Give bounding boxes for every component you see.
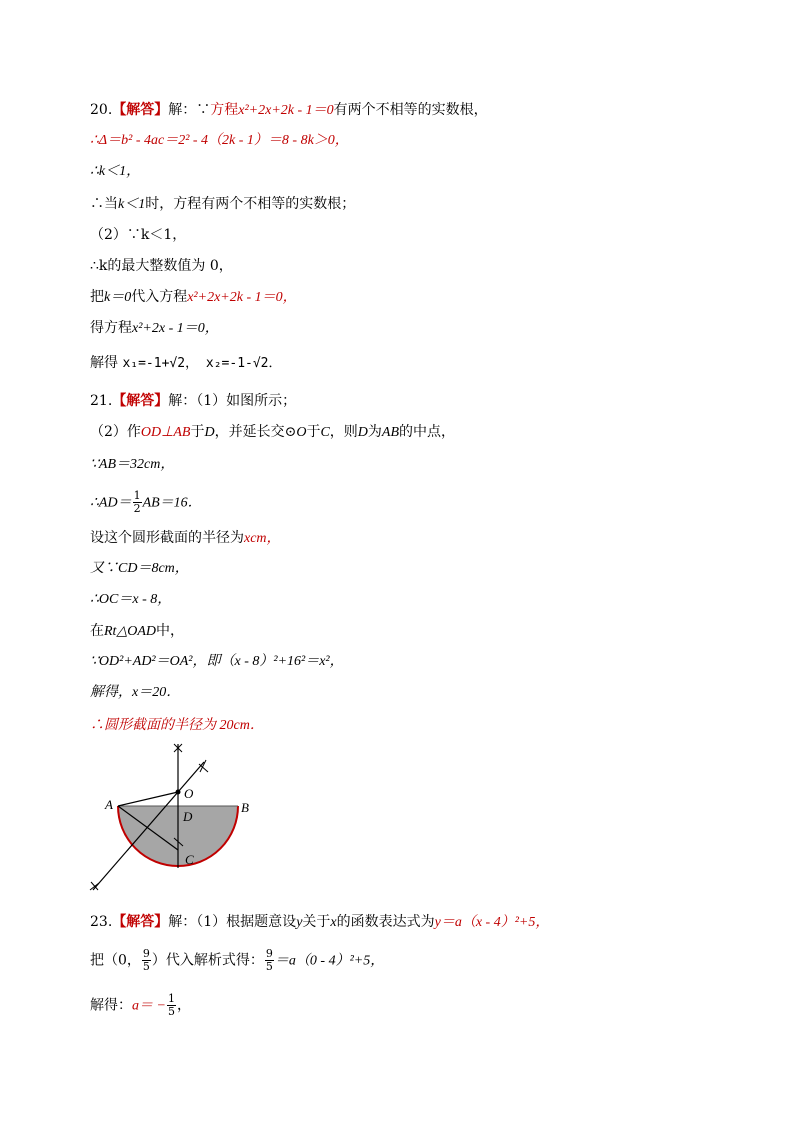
fraction: $\frac{9}{5}$ [265, 947, 273, 973]
text: 把 [90, 289, 104, 305]
q21-line11: ∴圆形截面的半径为 20cm． [90, 718, 264, 733]
solution-label: 解： [168, 393, 197, 409]
because-symbol: ∵ [196, 102, 211, 118]
text: 得方程 [90, 320, 132, 336]
q20-line6: ∴k的最大整数值为 0， [90, 258, 233, 274]
q20-line2: ∴Δ＝b² - 4ac＝2² - 4（2k - 1）＝8 - 8k＞0， [90, 133, 349, 148]
q23-line1: 23.【解答】解：（1）根据题意设y关于x的函数表达式为y＝a（x - 4）²+5， [90, 914, 550, 930]
q20-line8 [90, 318, 219, 339]
q21-line0 [90, 391, 296, 411]
solution-label: 解： [168, 102, 197, 118]
answer-tag: 【解答】 [112, 102, 169, 118]
text: 解得 [90, 355, 118, 371]
label-C: C [185, 852, 194, 867]
text: 时，方程有两个不相等的实数根； [145, 196, 356, 212]
text: 有两个不相等的实数根， [333, 102, 488, 118]
point-O [176, 790, 181, 795]
q21-line9: ∵OD²+AD²＝OA²，即（x - 8）²+16²＝x²， [90, 654, 344, 669]
fraction: $\frac{1}{2}$ [133, 489, 141, 515]
equation: x²+2x - 1＝0， [132, 321, 219, 336]
question-number: 23. [90, 914, 113, 930]
label-O: O [184, 786, 194, 801]
question-number: 21. [90, 393, 113, 409]
q21-line4: ∴AD＝ $\frac{1}{2}$ AB＝16． [90, 489, 202, 515]
label-B: B [241, 800, 249, 815]
answer-tag: 【解答】 [112, 393, 169, 409]
q21-line5: 设这个圆形截面的半径为xcm， [90, 530, 281, 546]
text: （1）如图所示； [196, 393, 297, 409]
equation: x²+2x+2k - 1＝0 [238, 103, 334, 118]
q20-line9 [90, 353, 282, 374]
label-A: A [105, 797, 113, 812]
value: k＝0 [104, 290, 132, 305]
q21-line10: 解得，x＝20． [90, 685, 181, 700]
q20-line5: （2）∵k＜1， [90, 227, 187, 243]
text: ∴当 [90, 196, 118, 212]
q21-line8: 在Rt△OAD中， [90, 623, 184, 639]
q21-line7: ∴OC＝x - 8， [90, 592, 172, 607]
highlight-text: 方程 [210, 102, 239, 118]
fraction: $\frac{9}{5}$ [142, 947, 150, 973]
q20-line1 [90, 100, 488, 121]
inequality: k＜1 [118, 197, 146, 212]
equation: x²+2x+2k - 1＝0， [187, 290, 297, 305]
q21-line2: （2）作OD⊥AB于D，并延长交⊙O于C，则D为AB的中点， [90, 424, 456, 440]
q21-line3: ∵AB＝32cm， [90, 457, 175, 472]
q20-line3: ∴k＜1， [90, 164, 141, 179]
q21-line6: 又∵CD＝8cm， [90, 561, 189, 576]
text: 代入方程 [131, 289, 188, 305]
label-D: D [183, 809, 193, 824]
question-number: 20. [90, 102, 113, 118]
q20-line4 [90, 194, 355, 215]
q23-line3: 解得：a＝ − $\frac{1}{5}$ ， [90, 992, 191, 1018]
geometry-figure [88, 742, 268, 900]
fraction: $\frac{1}{5}$ [167, 992, 175, 1018]
q23-line2: 把（0， $\frac{9}{5}$ ）代入解析式得： $\frac{9}{5}$ ＝a（0 - 4）²+5， [90, 947, 385, 973]
roots: x₁=-1+√2， x₂=-1-√2． [122, 356, 282, 371]
segment-AO [118, 792, 178, 806]
answer-tag: 【解答】 [112, 914, 169, 930]
q20-line7 [90, 287, 297, 308]
